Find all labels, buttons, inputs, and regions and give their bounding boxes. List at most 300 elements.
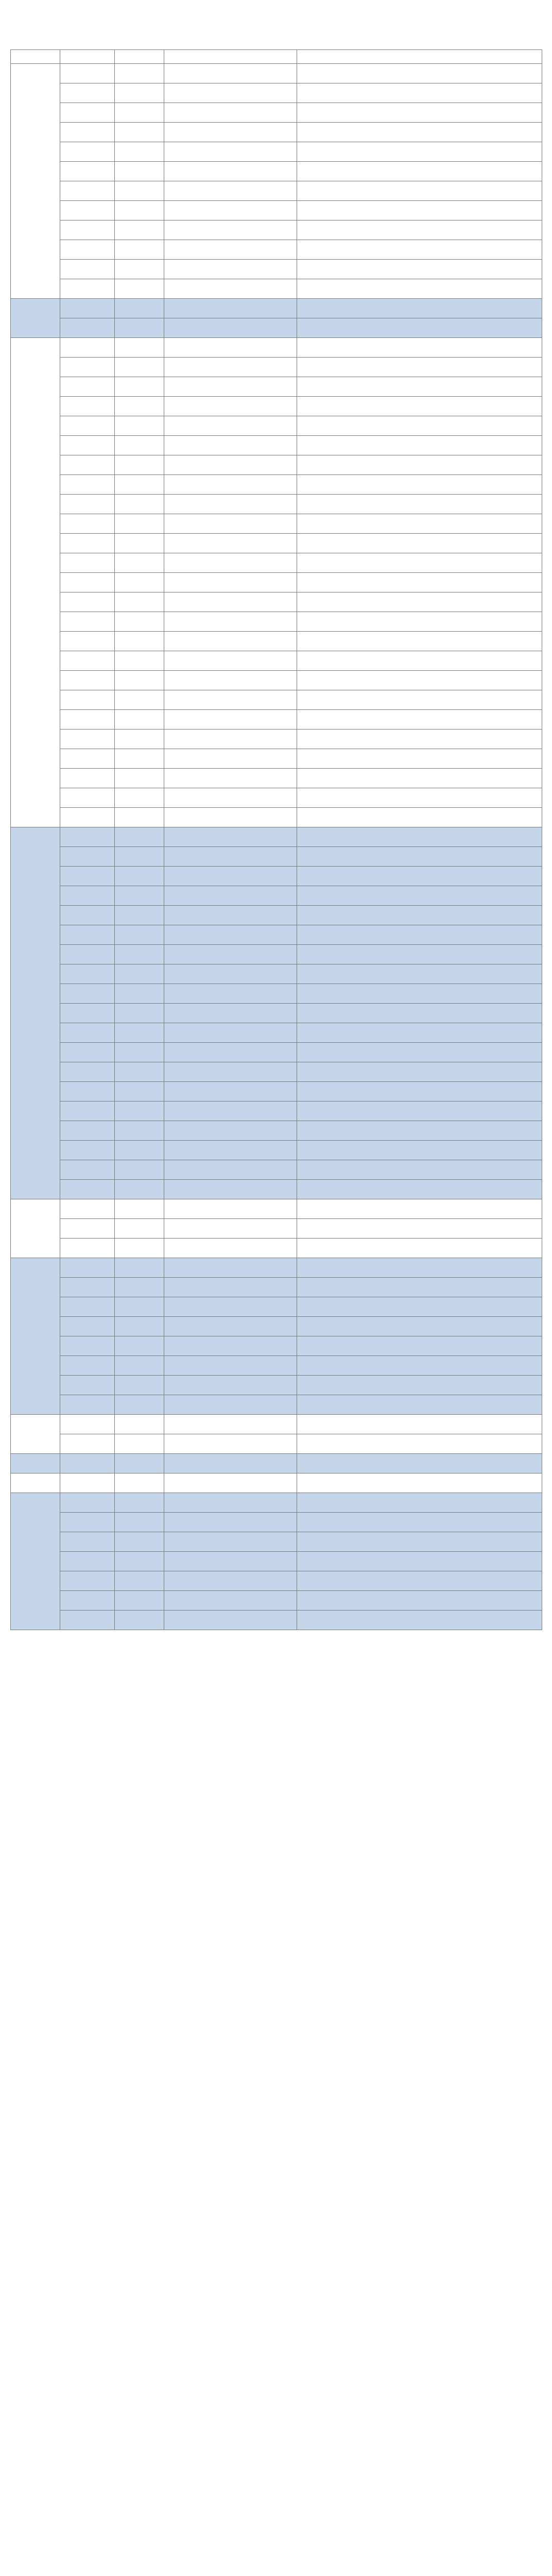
date-cell bbox=[60, 1356, 115, 1376]
area-cell bbox=[164, 416, 297, 436]
date-cell bbox=[60, 1552, 115, 1571]
policy-cell bbox=[297, 1513, 542, 1532]
policy-cell bbox=[297, 162, 542, 181]
policy-cell bbox=[297, 279, 542, 299]
city-cell bbox=[115, 1239, 164, 1258]
city-cell bbox=[115, 1336, 164, 1356]
policy-cell bbox=[297, 553, 542, 573]
area-cell bbox=[164, 1101, 297, 1121]
policy-cell bbox=[297, 397, 542, 416]
date-cell bbox=[60, 651, 115, 671]
table-row bbox=[11, 436, 542, 455]
table-row bbox=[11, 1062, 542, 1082]
date-cell bbox=[60, 1278, 115, 1297]
date-cell bbox=[60, 964, 115, 984]
table-row bbox=[11, 201, 542, 221]
date-cell bbox=[60, 632, 115, 651]
table-row bbox=[11, 83, 542, 103]
table-row bbox=[11, 318, 542, 338]
table-row bbox=[11, 1199, 542, 1219]
table-row bbox=[11, 514, 542, 534]
date-cell bbox=[60, 553, 115, 573]
area-cell bbox=[164, 1219, 297, 1239]
city-cell bbox=[115, 181, 164, 201]
city-cell bbox=[115, 651, 164, 671]
city-cell bbox=[115, 1552, 164, 1571]
policy-cell bbox=[297, 1336, 542, 1356]
policy-cell bbox=[297, 1356, 542, 1376]
area-cell bbox=[164, 1317, 297, 1336]
table-row bbox=[11, 181, 542, 201]
area-cell bbox=[164, 1199, 297, 1219]
table-row bbox=[11, 1023, 542, 1043]
table-row bbox=[11, 64, 542, 83]
date-cell bbox=[60, 1180, 115, 1199]
city-cell bbox=[115, 573, 164, 592]
area-cell bbox=[164, 1493, 297, 1513]
policy-cell bbox=[297, 1023, 542, 1043]
date-cell bbox=[60, 1023, 115, 1043]
policy-cell bbox=[297, 1258, 542, 1278]
area-cell bbox=[164, 984, 297, 1004]
city-cell bbox=[115, 103, 164, 123]
date-cell bbox=[60, 436, 115, 455]
city-cell bbox=[115, 1376, 164, 1395]
table-row bbox=[11, 1552, 542, 1571]
area-cell bbox=[164, 886, 297, 906]
area-cell bbox=[164, 945, 297, 964]
policy-cell bbox=[297, 1043, 542, 1062]
table-row bbox=[11, 338, 542, 358]
policy-cell bbox=[297, 142, 542, 162]
policy-cell bbox=[297, 1278, 542, 1297]
table-row bbox=[11, 788, 542, 808]
date-cell bbox=[60, 1513, 115, 1532]
table-row bbox=[11, 1043, 542, 1062]
table-row bbox=[11, 1278, 542, 1297]
policy-cell bbox=[297, 1199, 542, 1219]
policy-cell bbox=[297, 1552, 542, 1571]
table-row bbox=[11, 495, 542, 514]
date-cell bbox=[60, 123, 115, 142]
date-cell bbox=[60, 416, 115, 436]
city-cell bbox=[115, 416, 164, 436]
area-cell bbox=[164, 827, 297, 847]
area-cell bbox=[164, 1473, 297, 1493]
city-cell bbox=[115, 1297, 164, 1317]
table-row bbox=[11, 1180, 542, 1199]
province-cell bbox=[11, 299, 60, 338]
table-row bbox=[11, 808, 542, 827]
city-cell bbox=[115, 201, 164, 221]
date-cell bbox=[60, 455, 115, 475]
province-cell bbox=[11, 1493, 60, 1630]
policy-cell bbox=[297, 1180, 542, 1199]
city-cell bbox=[115, 1356, 164, 1376]
city-cell bbox=[115, 1004, 164, 1023]
city-cell bbox=[115, 1219, 164, 1239]
province-cell bbox=[11, 1473, 60, 1493]
province-cell bbox=[11, 1454, 60, 1473]
city-cell bbox=[115, 1591, 164, 1611]
policy-cell bbox=[297, 1611, 542, 1630]
city-cell bbox=[115, 240, 164, 260]
area-cell bbox=[164, 788, 297, 808]
city-cell bbox=[115, 1317, 164, 1336]
date-cell bbox=[60, 221, 115, 240]
area-cell bbox=[164, 181, 297, 201]
table-row bbox=[11, 1395, 542, 1415]
city-cell bbox=[115, 436, 164, 455]
province-cell bbox=[11, 1415, 60, 1454]
date-cell bbox=[60, 1258, 115, 1278]
policy-cell bbox=[297, 1141, 542, 1160]
city-cell bbox=[115, 886, 164, 906]
table-row bbox=[11, 1082, 542, 1101]
city-cell bbox=[115, 64, 164, 83]
policy-cell bbox=[297, 201, 542, 221]
date-cell bbox=[60, 495, 115, 514]
table-row bbox=[11, 260, 542, 279]
table-row bbox=[11, 906, 542, 925]
area-cell bbox=[164, 632, 297, 651]
date-cell bbox=[60, 612, 115, 632]
policy-cell bbox=[297, 592, 542, 612]
table-row bbox=[11, 123, 542, 142]
area-cell bbox=[164, 123, 297, 142]
city-cell bbox=[115, 221, 164, 240]
city-cell bbox=[115, 1532, 164, 1552]
table-row bbox=[11, 925, 542, 945]
table-row bbox=[11, 1571, 542, 1591]
policy-cell bbox=[297, 299, 542, 318]
city-cell bbox=[115, 1199, 164, 1219]
policy-cell bbox=[297, 886, 542, 906]
table-row bbox=[11, 671, 542, 690]
city-cell bbox=[115, 377, 164, 397]
city-cell bbox=[115, 534, 164, 553]
date-cell bbox=[60, 749, 115, 769]
table-row bbox=[11, 769, 542, 788]
city-cell bbox=[115, 1043, 164, 1062]
date-cell bbox=[60, 1121, 115, 1141]
policy-cell bbox=[297, 788, 542, 808]
policy-table bbox=[10, 49, 542, 1630]
policy-cell bbox=[297, 573, 542, 592]
date-cell bbox=[60, 1082, 115, 1101]
policy-cell bbox=[297, 1219, 542, 1239]
header-province bbox=[11, 50, 60, 64]
city-cell bbox=[115, 83, 164, 103]
table-row bbox=[11, 416, 542, 436]
table-row bbox=[11, 730, 542, 749]
date-cell bbox=[60, 1141, 115, 1160]
policy-cell bbox=[297, 103, 542, 123]
area-cell bbox=[164, 436, 297, 455]
table-row bbox=[11, 612, 542, 632]
policy-cell bbox=[297, 710, 542, 730]
policy-cell bbox=[297, 1004, 542, 1023]
area-cell bbox=[164, 749, 297, 769]
table-row bbox=[11, 632, 542, 651]
area-cell bbox=[164, 1356, 297, 1376]
policy-cell bbox=[297, 612, 542, 632]
city-cell bbox=[115, 260, 164, 279]
area-cell bbox=[164, 1571, 297, 1591]
policy-cell bbox=[297, 632, 542, 651]
city-cell bbox=[115, 514, 164, 534]
table-row bbox=[11, 1219, 542, 1239]
date-cell bbox=[60, 1473, 115, 1493]
area-cell bbox=[164, 612, 297, 632]
city-cell bbox=[115, 1023, 164, 1043]
table-row bbox=[11, 142, 542, 162]
policy-cell bbox=[297, 455, 542, 475]
area-cell bbox=[164, 867, 297, 886]
city-cell bbox=[115, 827, 164, 847]
area-cell bbox=[164, 1532, 297, 1552]
date-cell bbox=[60, 690, 115, 710]
city-cell bbox=[115, 1062, 164, 1082]
date-cell bbox=[60, 83, 115, 103]
policy-cell bbox=[297, 416, 542, 436]
table-row bbox=[11, 240, 542, 260]
city-cell bbox=[115, 358, 164, 377]
area-cell bbox=[164, 1004, 297, 1023]
date-cell bbox=[60, 1199, 115, 1219]
table-row bbox=[11, 1121, 542, 1141]
table-row bbox=[11, 1376, 542, 1395]
table-row bbox=[11, 847, 542, 867]
table-row bbox=[11, 475, 542, 495]
area-cell bbox=[164, 397, 297, 416]
city-cell bbox=[115, 455, 164, 475]
city-cell bbox=[115, 906, 164, 925]
table-row bbox=[11, 455, 542, 475]
area-cell bbox=[164, 455, 297, 475]
policy-cell bbox=[297, 1376, 542, 1395]
table-row bbox=[11, 1473, 542, 1493]
table-row bbox=[11, 1004, 542, 1023]
area-cell bbox=[164, 906, 297, 925]
table-row bbox=[11, 1434, 542, 1454]
city-cell bbox=[115, 495, 164, 514]
policy-cell bbox=[297, 1571, 542, 1591]
area-cell bbox=[164, 1415, 297, 1434]
date-cell bbox=[60, 1239, 115, 1258]
policy-cell bbox=[297, 338, 542, 358]
policy-cell bbox=[297, 64, 542, 83]
city-cell bbox=[115, 1473, 164, 1493]
table-row bbox=[11, 1297, 542, 1317]
date-cell bbox=[60, 1611, 115, 1630]
area-cell bbox=[164, 1023, 297, 1043]
policy-cell bbox=[297, 1062, 542, 1082]
date-cell bbox=[60, 1591, 115, 1611]
area-cell bbox=[164, 103, 297, 123]
header-control-measure bbox=[297, 50, 542, 64]
date-cell bbox=[60, 1376, 115, 1395]
date-cell bbox=[60, 1004, 115, 1023]
policy-cell bbox=[297, 1160, 542, 1180]
policy-cell bbox=[297, 984, 542, 1004]
table-row bbox=[11, 1532, 542, 1552]
policy-cell bbox=[297, 123, 542, 142]
area-cell bbox=[164, 1454, 297, 1473]
policy-cell bbox=[297, 436, 542, 455]
table-row bbox=[11, 651, 542, 671]
area-cell bbox=[164, 240, 297, 260]
date-cell bbox=[60, 827, 115, 847]
area-cell bbox=[164, 318, 297, 338]
date-cell bbox=[60, 1395, 115, 1415]
policy-cell bbox=[297, 945, 542, 964]
date-cell bbox=[60, 475, 115, 495]
date-cell bbox=[60, 181, 115, 201]
table-row bbox=[11, 1239, 542, 1258]
date-cell bbox=[60, 788, 115, 808]
area-cell bbox=[164, 1434, 297, 1454]
table-row bbox=[11, 1141, 542, 1160]
city-cell bbox=[115, 1454, 164, 1473]
table-row bbox=[11, 1317, 542, 1336]
city-cell bbox=[115, 592, 164, 612]
date-cell bbox=[60, 573, 115, 592]
table-row bbox=[11, 867, 542, 886]
area-cell bbox=[164, 592, 297, 612]
policy-cell bbox=[297, 808, 542, 827]
date-cell bbox=[60, 847, 115, 867]
date-cell bbox=[60, 1297, 115, 1317]
area-cell bbox=[164, 925, 297, 945]
date-cell bbox=[60, 358, 115, 377]
area-cell bbox=[164, 964, 297, 984]
page-title bbox=[0, 0, 552, 7]
date-cell bbox=[60, 906, 115, 925]
date-cell bbox=[60, 1336, 115, 1356]
area-cell bbox=[164, 83, 297, 103]
date-cell bbox=[60, 1532, 115, 1552]
table-row bbox=[11, 1336, 542, 1356]
policy-cell bbox=[297, 495, 542, 514]
policy-cell bbox=[297, 769, 542, 788]
table-header-row bbox=[11, 50, 542, 64]
area-cell bbox=[164, 1043, 297, 1062]
area-cell bbox=[164, 671, 297, 690]
policy-cell bbox=[297, 1121, 542, 1141]
policy-cell bbox=[297, 1317, 542, 1336]
table-row bbox=[11, 827, 542, 847]
area-cell bbox=[164, 279, 297, 299]
policy-cell bbox=[297, 1591, 542, 1611]
date-cell bbox=[60, 1454, 115, 1473]
area-cell bbox=[164, 299, 297, 318]
policy-cell bbox=[297, 867, 542, 886]
city-cell bbox=[115, 299, 164, 318]
table-row bbox=[11, 279, 542, 299]
date-cell bbox=[60, 514, 115, 534]
header-arrival-date bbox=[60, 50, 115, 64]
table-body bbox=[11, 64, 542, 1630]
policy-cell bbox=[297, 847, 542, 867]
date-cell bbox=[60, 397, 115, 416]
area-cell bbox=[164, 1082, 297, 1101]
policy-cell bbox=[297, 1434, 542, 1454]
city-cell bbox=[115, 397, 164, 416]
policy-cell bbox=[297, 906, 542, 925]
table-row bbox=[11, 1611, 542, 1630]
date-cell bbox=[60, 984, 115, 1004]
table-row bbox=[11, 573, 542, 592]
area-cell bbox=[164, 1552, 297, 1571]
policy-cell bbox=[297, 181, 542, 201]
area-cell bbox=[164, 495, 297, 514]
date-cell bbox=[60, 1415, 115, 1434]
date-cell bbox=[60, 1571, 115, 1591]
policy-cell bbox=[297, 1415, 542, 1434]
date-cell bbox=[60, 925, 115, 945]
policy-cell bbox=[297, 534, 542, 553]
policy-cell bbox=[297, 1493, 542, 1513]
city-cell bbox=[115, 142, 164, 162]
area-cell bbox=[164, 1376, 297, 1395]
table-row bbox=[11, 221, 542, 240]
policy-cell bbox=[297, 318, 542, 338]
policy-cell bbox=[297, 1082, 542, 1101]
policy-cell bbox=[297, 749, 542, 769]
policy-cell bbox=[297, 260, 542, 279]
city-cell bbox=[115, 162, 164, 181]
area-cell bbox=[164, 475, 297, 495]
area-cell bbox=[164, 651, 297, 671]
city-cell bbox=[115, 867, 164, 886]
city-cell bbox=[115, 1415, 164, 1434]
area-cell bbox=[164, 1297, 297, 1317]
date-cell bbox=[60, 592, 115, 612]
city-cell bbox=[115, 964, 164, 984]
policy-cell bbox=[297, 83, 542, 103]
date-cell bbox=[60, 534, 115, 553]
date-cell bbox=[60, 1160, 115, 1180]
city-cell bbox=[115, 123, 164, 142]
area-cell bbox=[164, 1336, 297, 1356]
policy-cell bbox=[297, 964, 542, 984]
area-cell bbox=[164, 573, 297, 592]
area-cell bbox=[164, 769, 297, 788]
table-row bbox=[11, 592, 542, 612]
city-cell bbox=[115, 1082, 164, 1101]
area-cell bbox=[164, 1278, 297, 1297]
date-cell bbox=[60, 1101, 115, 1121]
date-cell bbox=[60, 201, 115, 221]
city-cell bbox=[115, 671, 164, 690]
table-row bbox=[11, 984, 542, 1004]
table-row bbox=[11, 1513, 542, 1532]
area-cell bbox=[164, 1141, 297, 1160]
policy-cell bbox=[297, 671, 542, 690]
date-cell bbox=[60, 240, 115, 260]
policy-cell bbox=[297, 1101, 542, 1121]
area-cell bbox=[164, 1239, 297, 1258]
table-row bbox=[11, 710, 542, 730]
header-area bbox=[164, 50, 297, 64]
city-cell bbox=[115, 475, 164, 495]
city-cell bbox=[115, 1180, 164, 1199]
city-cell bbox=[115, 1101, 164, 1121]
area-cell bbox=[164, 201, 297, 221]
policy-cell bbox=[297, 358, 542, 377]
city-cell bbox=[115, 984, 164, 1004]
